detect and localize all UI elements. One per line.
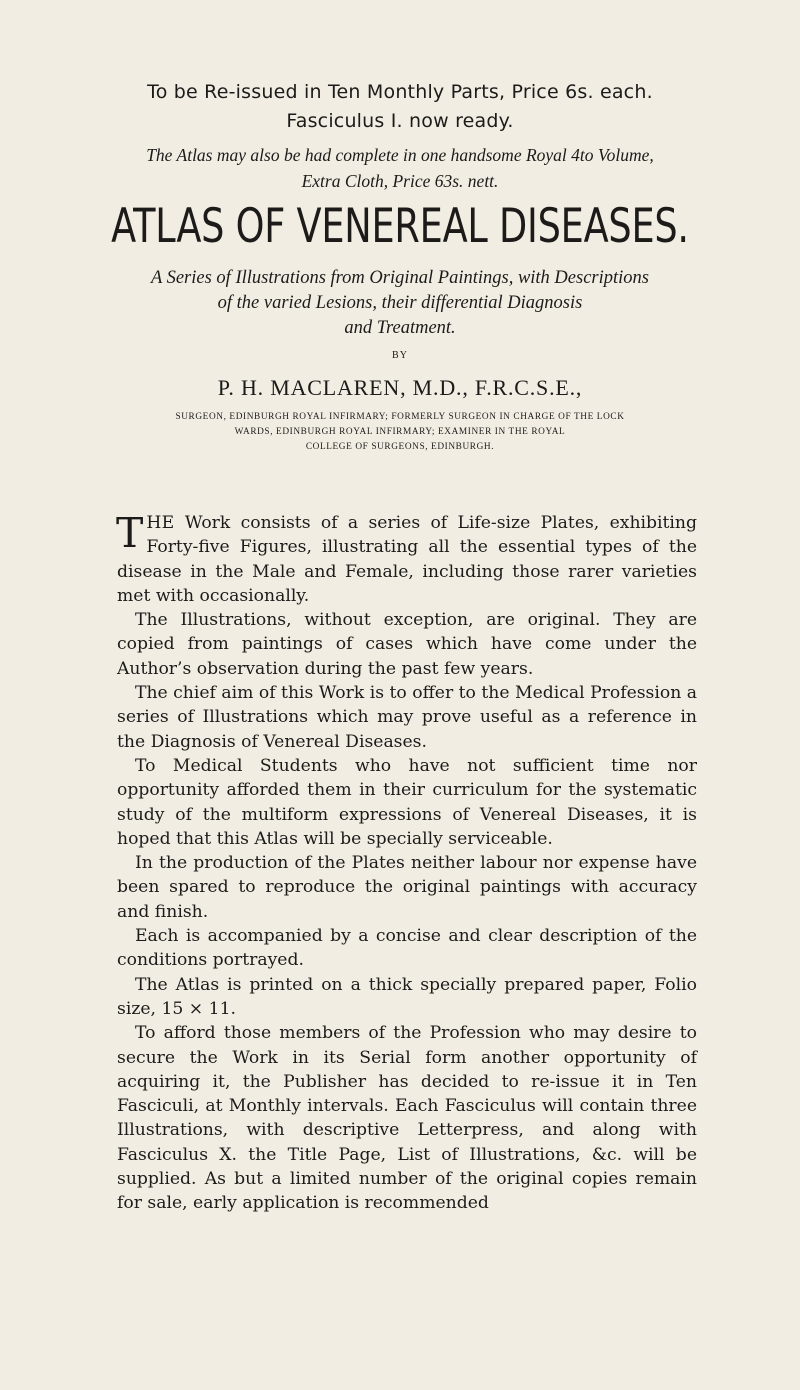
atlas-note-line-2: Extra Cloth, Price 63s. nett.: [301, 171, 499, 191]
paragraph-3: The chief aim of this Work is to offer to the Medical Profession a series of Illustrations which may prove useful as a reference in the Diagnosis of Venereal Diseases.: [117, 683, 698, 752]
paragraph-2: The Illustrations, without exception, are original. They are copied from paintings of cases which have come under the Author’s observation during the past few years.: [117, 610, 697, 679]
author-credentials: [120, 410, 680, 455]
issue-notice: [0, 78, 800, 136]
atlas-volume-note: [0, 142, 800, 194]
subtitle: [0, 266, 800, 341]
paragraph-1: [117, 511, 697, 608]
subtitle-line-3: and Treatment.: [344, 318, 456, 338]
by-label: BY: [392, 350, 408, 361]
paragraph-7: The Atlas is printed on a thick specially prepared paper, Folio size, 15 × 11.: [117, 974, 697, 1019]
credentials-line-2: WARDS, EDINBURGH ROYAL INFIRMARY; EXAMINER IN THE ROYAL: [234, 427, 566, 437]
opening-caps: HE: [146, 513, 175, 533]
drop-cap: T: [116, 509, 144, 557]
paragraph-6: Each is accompanied by a concise and clear description of the conditions portrayed.: [117, 926, 697, 971]
page-title: ATLAS OF VENEREAL DISEASES.: [111, 199, 689, 254]
body-text: [117, 511, 697, 1216]
paragraph-8: To afford those members of the Profession who may desire to secure the Work in its Serial form another opportunity of acquiring it, the Publisher has decided to re-issue it in Ten Fasciculi, at Monthly intervals. Each Fasciculus will contain three Illustrations, with descriptive Letterpress, and along with Fasciculus X. the Title Page, List of Illustrations, &c. will be supplied. As but a limited number of the original copies remain for sale, early application is recommended: [117, 1023, 697, 1214]
author-name: P. H. MACLAREN, M.D., F.R.C.S.E.,: [217, 375, 583, 400]
subtitle-line-2: of the varied Lesions, their differential Diagnosis: [217, 293, 583, 313]
issue-line-1: To be Re-issued in Ten Monthly Parts, Price 6s. each.: [147, 81, 653, 103]
subtitle-line-1: A Series of Illustrations from Original Paintings, with Descriptions: [151, 268, 649, 288]
credentials-line-1: SURGEON, EDINBURGH ROYAL INFIRMARY; FORMERLY SURGEON IN CHARGE OF THE LOCK: [175, 412, 625, 422]
issue-line-2: Fasciculus I. now ready.: [286, 110, 514, 132]
paragraph-4: To Medical Students who have not sufficient time nor opportunity afforded them in their curriculum for the systematic study of the multiform expressions of Venereal Diseases, it is hoped that this Atlas will be specially serviceable.: [117, 755, 697, 849]
paragraph-1-text: Work consists of a series of Life-size Plates, exhibiting Forty-five Figures, illustrating all the essential types of the disease in the Male and Female, including those rarer varieties met with occasionally.: [117, 513, 697, 606]
paragraph-5: In the production of the Plates neither labour nor expense have been spared to reproduce the original paintings with accuracy and finish.: [117, 853, 697, 922]
credentials-line-3: COLLEGE OF SURGEONS, EDINBURGH.: [305, 442, 495, 452]
atlas-note-line-1: The Atlas may also be had complete in one handsome Royal 4to Volume,: [146, 145, 654, 165]
